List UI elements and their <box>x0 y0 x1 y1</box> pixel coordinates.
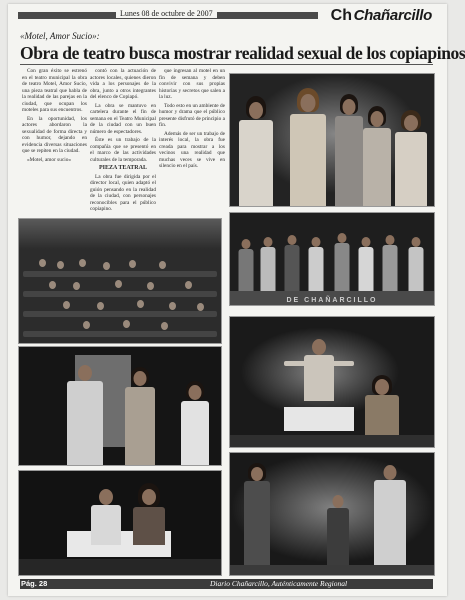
actor-figure <box>334 94 364 206</box>
article-column-3 <box>159 68 225 208</box>
photo-audience <box>18 218 222 344</box>
audience-member <box>123 320 130 328</box>
article-column-1 <box>22 68 87 208</box>
actor-figure <box>308 237 324 291</box>
audience-member <box>159 261 166 269</box>
stage-banner: DE CHAÑARCILLO <box>286 297 378 304</box>
photo-scene-trio <box>18 346 222 466</box>
audience-member <box>169 302 176 310</box>
audience-member <box>97 302 104 310</box>
actor-figure <box>408 237 424 291</box>
article-column-2 <box>90 68 156 212</box>
page-header <box>18 6 436 28</box>
actor-figure <box>131 483 167 545</box>
actor-figure <box>394 110 428 206</box>
actor-figure <box>238 239 254 291</box>
audience-member <box>57 261 64 269</box>
actor-figure <box>362 106 392 206</box>
actor-figure <box>284 235 300 291</box>
page-number: Pág. 28 <box>21 579 48 588</box>
actor-figure <box>179 381 211 465</box>
paragraph: contó con la actuación de actores locales, quienes dieron vida a los personajes de la obra, junto a otros integrantes del elenco de Copiapó. <box>90 68 156 100</box>
audience-member <box>79 259 86 267</box>
audience-member <box>103 262 110 270</box>
actor-figure <box>334 233 350 291</box>
actor-figure <box>326 495 350 565</box>
paragraph: Éste es un trabajo de la compañía que se presentó en el marco de las actividades culturales de la temporada. <box>90 137 156 163</box>
actor-figure <box>382 235 398 291</box>
paragraph: Con gran éxito se estrenó en el teatro municipal la obra de teatro Motel, Amor Sucio, una pieza teatral que habla de la realidad de las parejas en la ciudad, que ocupan los moteles para sus encuentros. <box>22 68 87 113</box>
audience-member <box>185 281 192 289</box>
article-kicker: «Motel, Amor Sucio»: <box>20 31 100 41</box>
headline-rule <box>20 64 433 65</box>
newspaper-logo: Chañarcillo <box>353 7 432 24</box>
actor-figure <box>284 339 354 401</box>
actor-figure <box>238 96 274 206</box>
photo-cast-group <box>229 73 435 207</box>
issue-date: Lunes 08 de octubre de 2007 <box>116 9 217 18</box>
bed-prop <box>284 407 354 431</box>
audience-member <box>63 301 70 309</box>
audience-member <box>137 300 144 308</box>
audience-member <box>197 303 204 311</box>
audience-member <box>73 282 80 290</box>
actor-figure <box>364 375 400 435</box>
audience-member <box>147 282 154 290</box>
newspaper-logo-mark: Ch <box>330 7 352 24</box>
photo-curtain-call <box>229 212 435 306</box>
paragraph: que ingresan al motel en un fin de semana y deben convivir con sus propias historias y secretos que salen a la luz. <box>159 68 225 100</box>
footer-tagline: Diario Chañarcillo, Auténticamente Regional <box>210 579 348 588</box>
actor-figure <box>123 367 157 465</box>
paragraph: Además de ser un trabajo de interés local, la obra fue creada para mostrar a los vecinos una realidad que muchas veces se vive en silencio en el país. <box>159 130 225 169</box>
actor-figure <box>372 465 408 565</box>
actor-figure <box>358 237 374 291</box>
column-subheading: PIEZA TEATRAL <box>99 165 147 171</box>
photo-scene-stage <box>229 452 435 576</box>
audience-member <box>115 280 122 288</box>
paragraph: Todo esto en un ambiente de humor y drama que el público presente disfrutó de principio a fin. <box>159 102 225 128</box>
paragraph: La obra se mantuvo en cartelera durante el fin de semana en el Teatro Municipal de la ciudad con un buen número de espectadores. <box>90 102 156 135</box>
actor-figure <box>89 489 123 545</box>
actor-figure <box>288 88 328 206</box>
audience-member <box>39 259 46 267</box>
actor-figure <box>260 237 276 291</box>
paragraph: En la oportunidad, los actores abordaron la sexualidad de forma directa y con humor, dejando en evidencia diversas situaciones que se repiten en la ciudad. <box>22 115 87 154</box>
paragraph: La obra fue dirigida por el director local, quien adaptó el guión pensando en la realidad de la ciudad, con personajes reconocibles para el público copiapino. <box>90 173 156 212</box>
audience-member <box>49 281 56 289</box>
audience-member <box>129 260 136 268</box>
actor-figure <box>65 365 105 465</box>
audience-member <box>161 322 168 330</box>
photo-scene-gesture <box>229 316 435 448</box>
photo-scene-bed <box>18 470 222 576</box>
article-headline: Obra de teatro busca mostrar realidad sexual de los copiapinos <box>20 43 465 63</box>
paragraph: «Motel, amor sucio» <box>27 156 71 163</box>
actor-figure <box>242 463 272 565</box>
audience-member <box>83 321 90 329</box>
